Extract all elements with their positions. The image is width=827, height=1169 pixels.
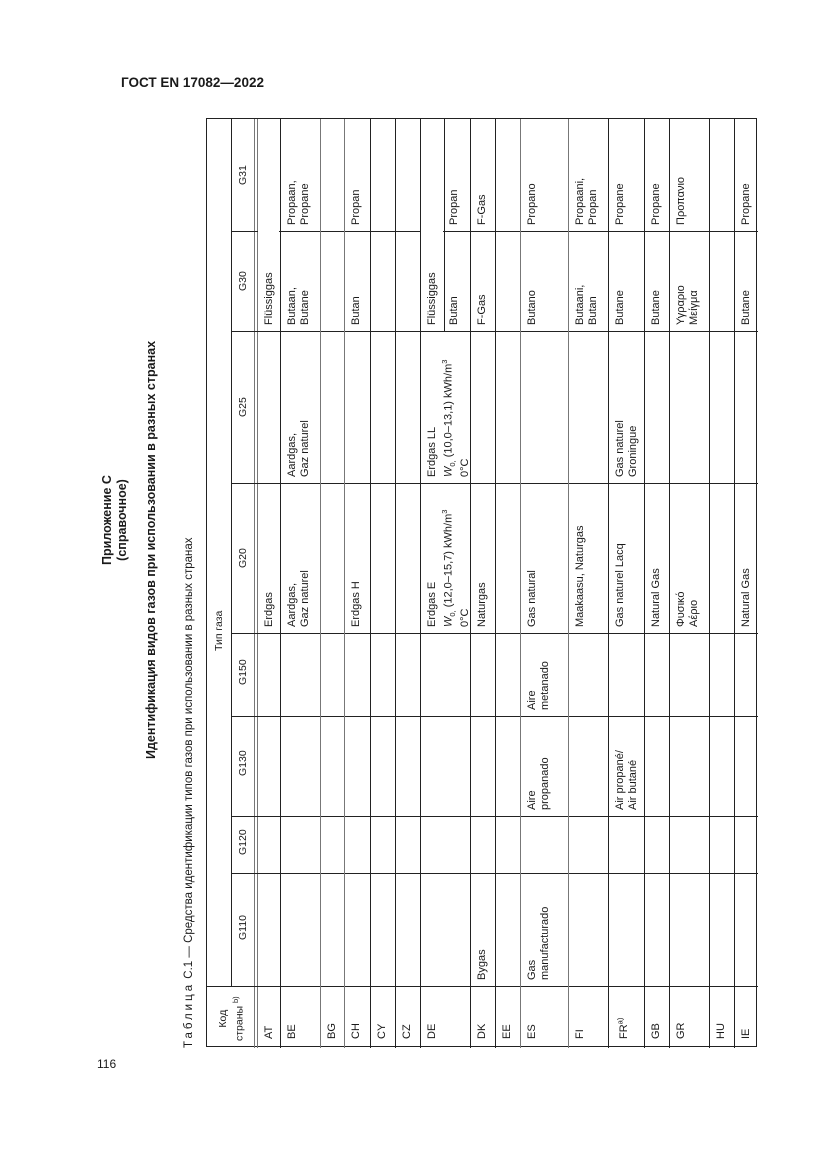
column-separator-code <box>207 986 758 987</box>
cell-g31-de: Propan <box>448 189 460 225</box>
cell-g25-fr: Gas naturel Groningue <box>614 420 639 477</box>
country-code-gr: GR <box>675 1022 687 1039</box>
row-separator <box>395 119 396 1048</box>
page-number: 116 <box>97 1057 117 1071</box>
row-separator <box>734 119 735 1048</box>
column-header-g130: G130 <box>237 750 249 776</box>
row-separator <box>280 119 281 1048</box>
cell-g130-fr: Air propané/ Air butané <box>614 750 639 810</box>
cell-g20-be: Aardgas, Gaz naturel <box>286 570 311 627</box>
cell-g150-es: Aire metanado <box>526 661 551 710</box>
cell-g20-gb: Natural Gas <box>650 568 662 627</box>
column-header-g31: G31 <box>237 165 249 185</box>
cell-g30-de: Butan <box>448 296 460 325</box>
cell-g20-at: Erdgas <box>263 592 275 627</box>
country-code-fi: FI <box>574 1029 586 1039</box>
cell-g20-es: Gas natural <box>526 570 538 627</box>
cell-g30-ie: Butane <box>740 290 752 325</box>
cell-g25-de: Erdgas LL $W_{0,}$ (10,0–13,1) kWh/$m^3$ 0°C <box>426 359 471 477</box>
cell-g30-fr: Butane <box>614 290 626 325</box>
country-code-hu: HU <box>715 1023 727 1039</box>
country-code-dk: DK <box>476 1023 488 1039</box>
cell-g30-be: Butaan, Butane <box>286 287 311 325</box>
annex-title <box>100 350 130 690</box>
cell-g20-gr: Φυσικό Αέριο <box>675 591 700 627</box>
country-code-de: DE <box>426 1023 438 1039</box>
table-caption-text: С.1 — Средства идентификации типов газов при использовании в разных странах <box>183 537 195 982</box>
country-code-gb: GB <box>650 1023 662 1039</box>
group-header-gas-type: Тип газа <box>213 610 225 651</box>
cell-g31-fi: Propaani, Propan <box>574 177 599 225</box>
country-code-bg: BG <box>326 1023 338 1039</box>
country-code-ch: CH <box>350 1023 362 1039</box>
cell-g110-es: Gas manufacturado <box>526 906 551 980</box>
cell-g31-gr: Προπανιο <box>675 176 687 225</box>
cell-g31-dk: F-Gas <box>476 194 488 225</box>
cell-g30-es: Butano <box>526 290 538 325</box>
cell-g30-ch: Butan <box>350 296 362 325</box>
row-separator <box>669 119 670 1048</box>
cell-g30-fi: Butaani, Butan <box>574 284 599 325</box>
cell-g30-g31-at: Flüssiggas <box>263 272 275 325</box>
country-code-at: AT <box>263 1025 275 1039</box>
country-code-cy: CY <box>376 1023 388 1039</box>
column-header-g20: G20 <box>237 548 249 568</box>
gas-identification-table <box>206 118 757 1047</box>
header-double-line <box>254 119 255 1048</box>
cell-g20-ch: Erdgas H <box>350 581 362 627</box>
cell-g30-gb: Butane <box>650 290 662 325</box>
cell-g110-dk: Bygas <box>476 949 488 980</box>
main-title: Идентификация видов газов при использовании в разных странах <box>144 340 158 760</box>
table-caption <box>183 537 195 1048</box>
column-header-country-code: Код страны $^{b)}$ <box>217 996 245 1041</box>
column-header-g25: G25 <box>237 397 249 417</box>
cell-g31-fr: Propane <box>614 183 626 225</box>
cell-g20-de: Erdgas E $W_{0,}$ (12,0–15,7) kWh/$m^3$ 0°C <box>426 509 471 627</box>
cell-merge-mask <box>421 229 443 233</box>
row-separator <box>495 119 496 1048</box>
cell-g31-ch: Propan <box>350 189 362 225</box>
table-caption-prefix: Таблица <box>183 981 195 1048</box>
header-divider <box>231 119 232 986</box>
cell-g30-g31-de: Flüssiggas <box>426 272 438 325</box>
country-code-ie: IE <box>740 1028 752 1039</box>
header-double-line <box>257 119 258 1048</box>
cell-g25-be: Aardgas, Gaz naturel <box>286 420 311 477</box>
cell-g20-dk: Naturgas <box>476 582 488 627</box>
cell-g31-ie: Propane <box>740 183 752 225</box>
row-separator <box>420 119 421 1048</box>
row-separator <box>568 119 569 1048</box>
row-separator <box>370 119 371 1048</box>
row-separator <box>608 119 609 1048</box>
column-header-g30: G30 <box>237 271 249 291</box>
row-separator <box>320 119 321 1048</box>
country-code-ee: EE <box>501 1024 513 1039</box>
document-code: ГОСТ EN 17082—2022 <box>121 75 264 90</box>
annex-title-line1: Приложение С <box>100 475 114 565</box>
cell-g30-gr: Υγραριο Μείγμα <box>675 285 700 325</box>
column-header-g120: G120 <box>237 828 249 855</box>
cell-g30-dk: F-Gas <box>476 294 488 325</box>
country-code-cz: CZ <box>401 1024 413 1039</box>
row-separator <box>520 119 521 1048</box>
cell-g20-fr: Gas naturel Lacq <box>614 543 626 627</box>
row-separator <box>709 119 710 1048</box>
cell-g20-ie: Natural Gas <box>740 568 752 627</box>
country-code-es: ES <box>526 1024 538 1039</box>
de-subrow-separator <box>444 119 445 331</box>
country-code-be: BE <box>286 1024 298 1039</box>
cell-merge-mask <box>258 229 279 233</box>
column-header-g110: G110 <box>237 914 249 940</box>
cell-g20-fi: Maakaasu, Naturgas <box>574 525 586 627</box>
row-separator <box>644 119 645 1048</box>
cell-g130-es: Aire propanado <box>526 757 551 810</box>
row-separator <box>344 119 345 1048</box>
annex-title-line2: (справочное) <box>115 479 129 561</box>
cell-g31-gb: Propane <box>650 183 662 225</box>
cell-g31-es: Propano <box>526 183 538 225</box>
column-header-g150: G150 <box>237 658 249 685</box>
country-code-fr: FR$^{a)}$ <box>615 1017 630 1039</box>
cell-g31-be: Propaan, Propane <box>286 180 311 225</box>
